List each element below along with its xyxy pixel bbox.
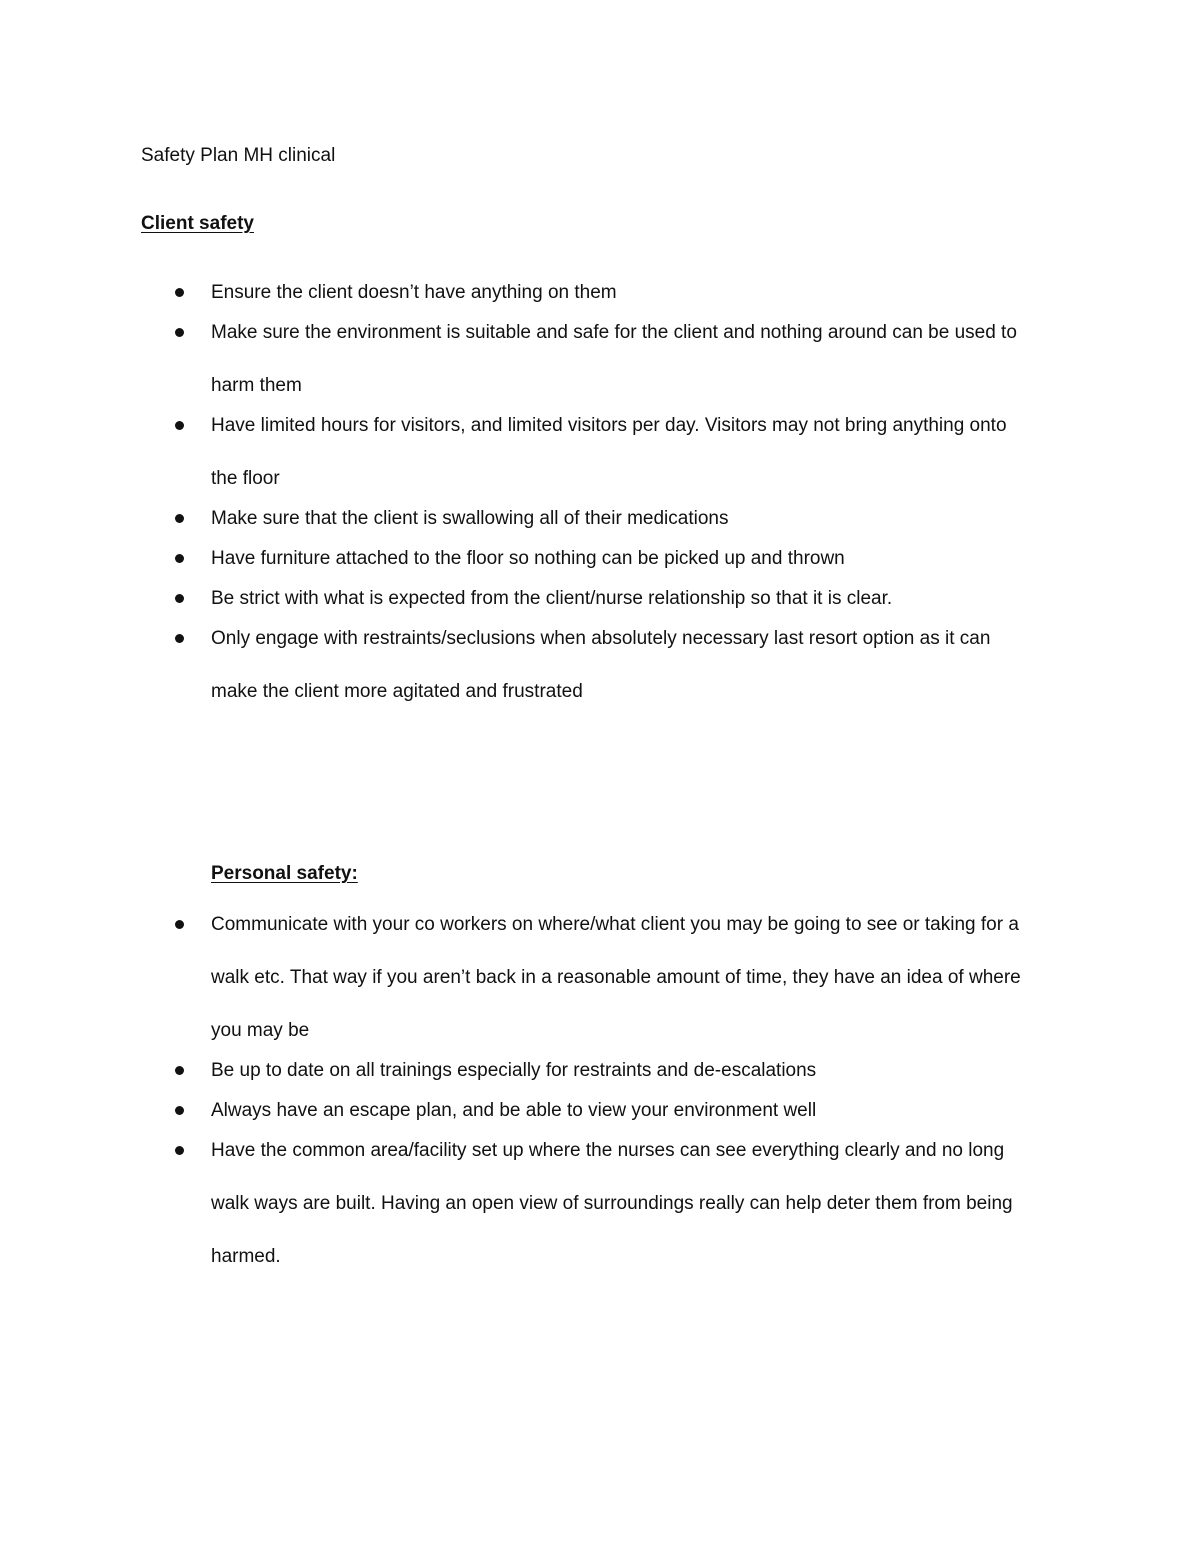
bullet-icon: [175, 920, 184, 929]
list-item: [0, 912, 1200, 1071]
personal-safety-list: [0, 912, 1200, 1297]
bullet-icon: [175, 328, 184, 337]
list-item: [0, 626, 1200, 732]
list-item-text: Have limited hours for visitors, and limited visitors per day. Visitors may not bring anything onto: [211, 415, 1007, 436]
list-item-text: Only engage with restraints/seclusions when absolutely necessary last resort option as it can: [211, 628, 991, 649]
list-item-text: harmed.: [211, 1246, 281, 1267]
bullet-icon: [175, 1106, 184, 1115]
list-item-text: Make sure the environment is suitable and safe for the client and nothing around can be used to: [211, 322, 1017, 343]
bullet-icon: [175, 594, 184, 603]
bullet-icon: [175, 1066, 184, 1075]
list-item-text: Have the common area/facility set up where the nurses can see everything clearly and no long: [211, 1140, 1005, 1161]
client-safety-list: [0, 280, 1200, 732]
bullet-icon: [175, 1146, 184, 1155]
list-item-text: Be up to date on all trainings especially for restraints and de-escalations: [211, 1060, 817, 1081]
list-item: [0, 1138, 1200, 1297]
list-item-text: Communicate with your co workers on where/what client you may be going to see or taking for a: [211, 914, 1019, 935]
list-item: [0, 320, 1200, 426]
list-item-text: harm them: [211, 375, 302, 396]
list-item-text: Be strict with what is expected from the client/nurse relationship so that it is clear.: [211, 588, 893, 609]
bullet-icon: [175, 288, 184, 297]
list-item-text: walk etc. That way if you aren’t back in a reasonable amount of time, they have an idea of where: [211, 967, 1021, 988]
list-item-text: Have furniture attached to the floor so nothing can be picked up and thrown: [211, 548, 845, 569]
list-item: [0, 413, 1200, 519]
list-item-text: the floor: [211, 468, 280, 489]
bullet-icon: [175, 514, 184, 523]
document-title: Safety Plan MH clinical: [141, 145, 336, 166]
list-item-text: Always have an escape plan, and be able to view your environment well: [211, 1100, 817, 1121]
bullet-icon: [175, 634, 184, 643]
list-item-text: you may be: [211, 1020, 310, 1041]
list-item-text: Make sure that the client is swallowing all of their medications: [211, 508, 729, 529]
list-item-text: walk ways are built. Having an open view of surroundings really can help deter them from being: [211, 1193, 1013, 1214]
section-heading-personal-safety: Personal safety:: [211, 863, 358, 884]
bullet-icon: [175, 554, 184, 563]
list-item-text: make the client more agitated and frustrated: [211, 681, 583, 702]
section-heading-client-safety: Client safety: [141, 213, 254, 234]
list-item-text: Ensure the client doesn’t have anything on them: [211, 282, 617, 303]
bullet-icon: [175, 421, 184, 430]
